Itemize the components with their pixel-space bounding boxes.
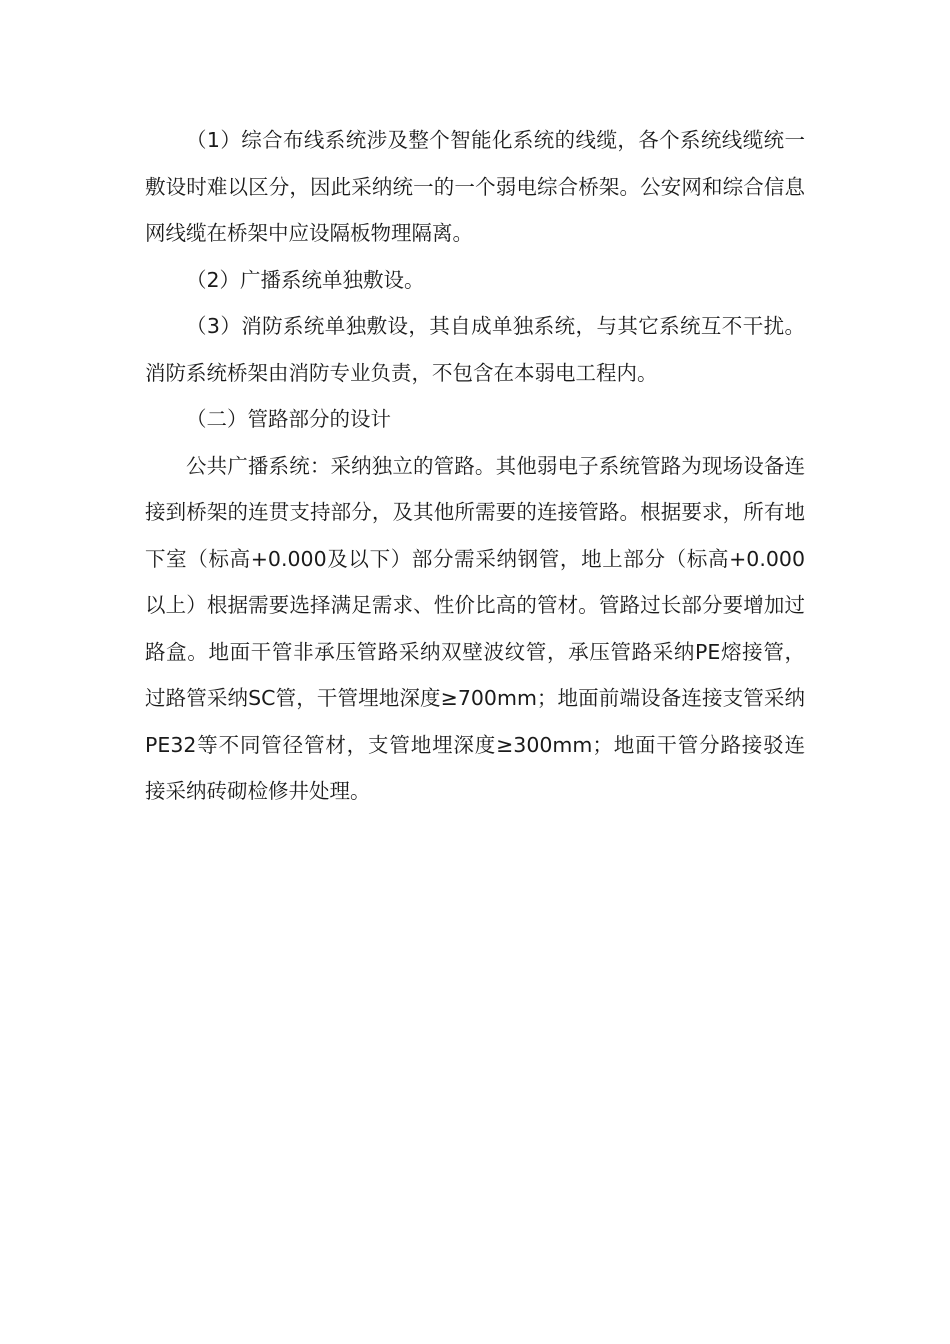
paragraph-fire: （3）消防系统单独敷设，其自成单独系统，与其它系统互不干扰。消防系统桥架由消防专业负责，不包含在本弱电工程内。 [145, 314, 805, 385]
document-body [145, 117, 805, 815]
paragraph-cabling: （1）综合布线系统涉及整个智能化系统的线缆，各个系统线缆统一敷设时难以区分，因此采纳统一的一个弱电综合桥架。公安网和综合信息网线缆在桥架中应设隔板物理隔离。 [145, 128, 805, 245]
paragraph-broadcast: （2）广播系统单独敷设。 [186, 267, 425, 292]
section-heading-pipeline: （二）管路部分的设计 [186, 407, 391, 431]
paragraph-pipeline: 公共广播系统：采纳独立的管路。其他弱电子系统管路为现场设备连接到桥架的连贯支持部分，及其他所需要的连接管路。根据要求，所有地下室（标高+0.000及以下）部分需采纳钢管，地上部分（标高+0.000以上）根据需要选择满足需求、性价比高的管材。管路过长部分要增加过路盒。地面干管非承压管路采纳双壁波纹管，承压管路采纳PE熔接管，过路管采纳SC管，干管埋地深度≥700mm；地面前端设备连接支管采纳PE32等不同管径管材，支管地埋深度≥300mm；地面干管分路接驳连接采纳砖砌检修井处理。 [145, 453, 805, 803]
